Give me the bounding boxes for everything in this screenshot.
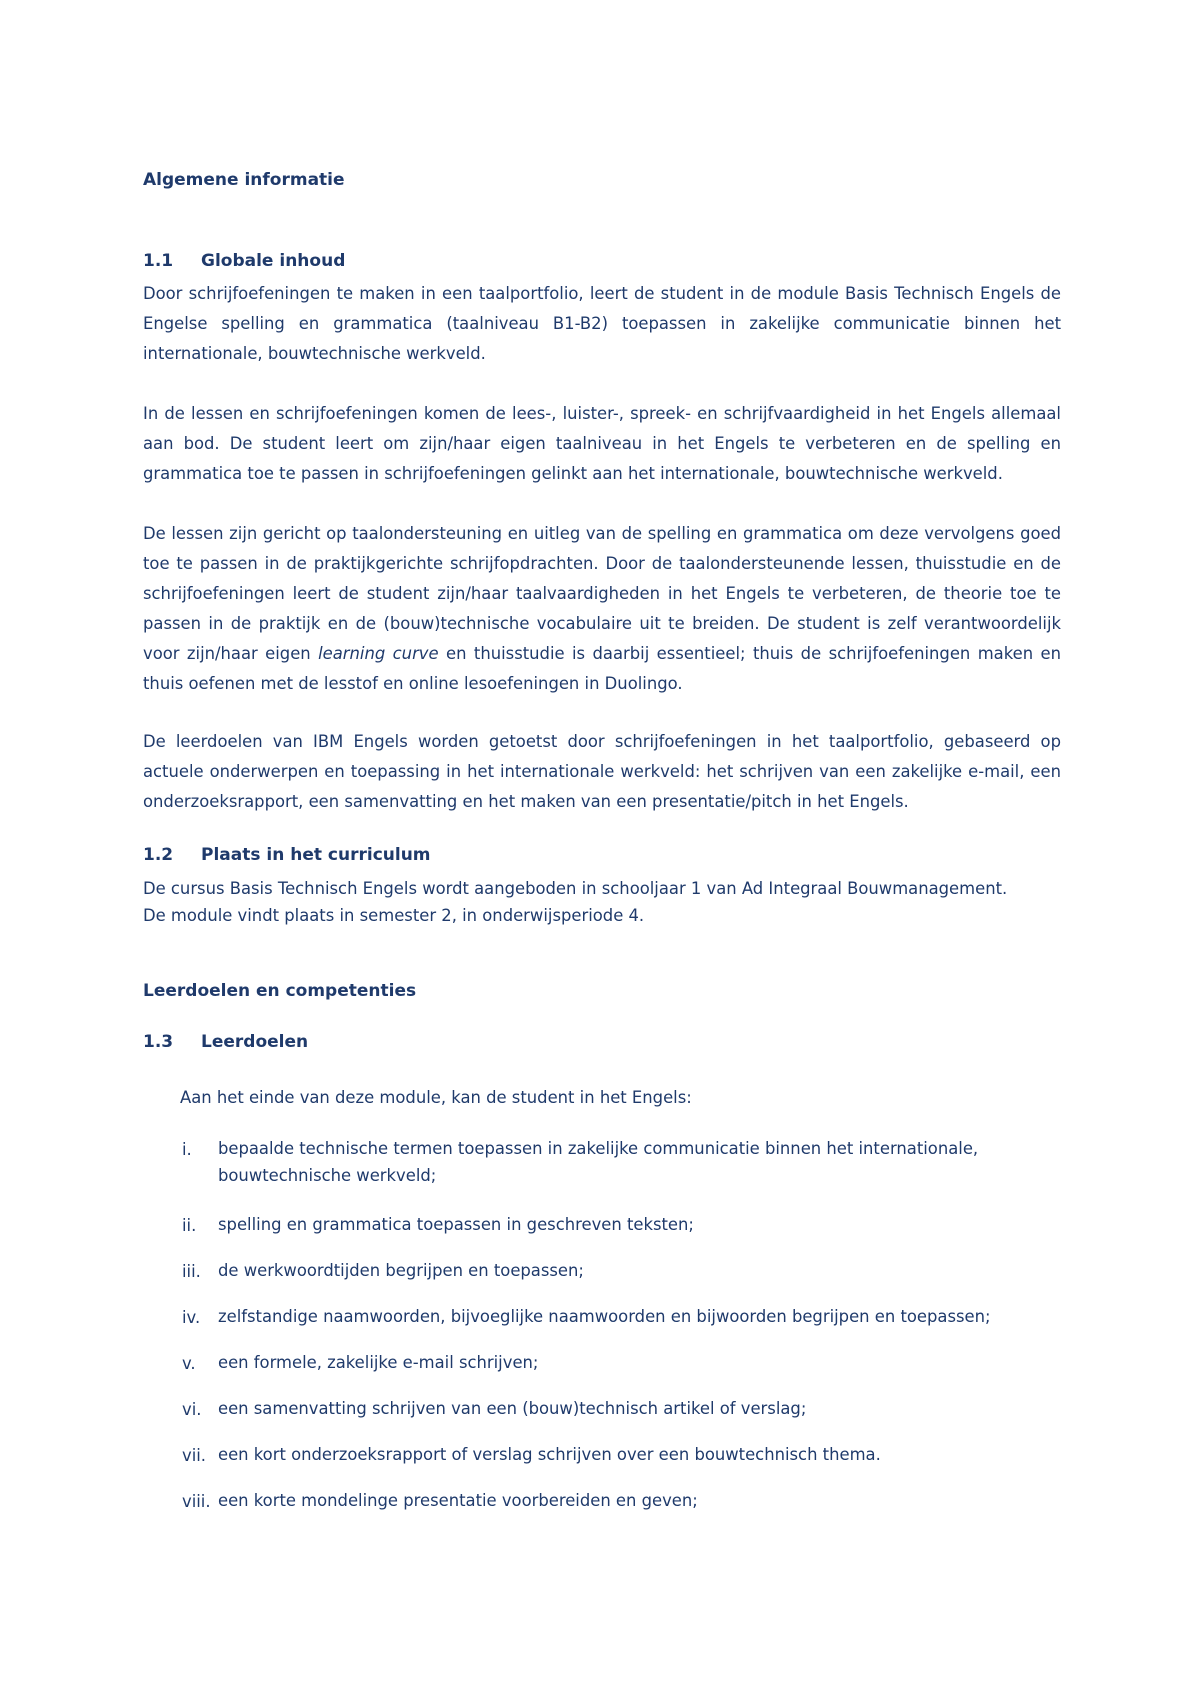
- section-heading-learning-goals: Leerdoelen en competenties: [143, 981, 417, 1001]
- list-item-number: iv.: [182, 1308, 201, 1327]
- paragraph-globale-inhoud-2: In de lessen en schrijfoefeningen komen de lees-, luister-, spreek- en schrijfvaardigheid in het Engels allemaal aan bod. De student leert om zijn/haar eigen taalniveau in het Engels te verbeteren en de spelling en grammatica toe te passen in schrijfoefeningen gelinkt aan het internationale, bouwtechnische werkveld.: [143, 404, 1061, 483]
- list-item-number: i.: [182, 1140, 192, 1159]
- list-item-text: spelling en grammatica toepassen in geschreven teksten;: [218, 1215, 694, 1234]
- paragraph-3-text-a: De lessen zijn gericht op taalondersteuning en uitleg van de spelling en grammatica om deze vervolgens goed toe te passen in de praktijkgerichte schrijfopdrachten. Door de taalondersteunende lessen, thuisstudie en de schrijfoefeningen leert de student zijn/haar taalvaardigheden in het Engels te verbeteren, de theorie toe te passen in de praktijk en de (bouw)technische vocabulaire uit te breiden. De student is zelf verantwoordelijk voor zijn/haar eigen: [143, 524, 1061, 663]
- list-item-number: iii.: [182, 1262, 201, 1281]
- list-item-number: vii.: [182, 1446, 207, 1465]
- subsection-title-plaats-curriculum: Plaats in het curriculum: [201, 845, 431, 865]
- curriculum-line-1: De cursus Basis Technisch Engels wordt aangeboden in schooljaar 1 van Ad Integraal Bouwmanagement.: [143, 879, 1008, 898]
- list-item-number: v.: [182, 1354, 196, 1373]
- list-item-text: een samenvatting schrijven van een (bouw)technisch artikel of verslag;: [218, 1399, 807, 1418]
- curriculum-line-2: De module vindt plaats in semester 2, in onderwijsperiode 4.: [143, 906, 645, 925]
- list-item-text: de werkwoordtijden begrijpen en toepassen;: [218, 1261, 584, 1280]
- section-heading-general-info: Algemene informatie: [143, 170, 345, 190]
- list-item-text: een kort onderzoeksrapport of verslag schrijven over een bouwtechnisch thema.: [218, 1445, 881, 1464]
- paragraph-globale-inhoud-3: [143, 519, 1061, 699]
- paragraph-globale-inhoud-4: De leerdoelen van IBM Engels worden getoetst door schrijfoefeningen in het taalportfolio, gebaseerd op actuele onderwerpen en toepassing in het internationale werkveld: het schrijven van een zakelijke e-mail, een onderzoeksrapport, een samenvatting en het maken van een presentatie/pitch in het Engels.: [143, 732, 1061, 811]
- paragraph-globale-inhoud-1: Door schrijfoefeningen te maken in een taalportfolio, leert de student in de module Basis Technisch Engels de Engelse spelling en grammatica (taalniveau B1-B2) toepassen in zakelijke communicatie binnen het internationale, bouwtechnische werkveld.: [143, 284, 1061, 363]
- list-item-text-continued: bouwtechnische werkveld;: [218, 1166, 437, 1185]
- paragraph-3-emphasis: learning curve: [318, 644, 439, 663]
- subsection-number-1-2: 1.2: [143, 845, 174, 865]
- learning-goals-intro: Aan het einde van deze module, kan de student in het Engels:: [180, 1088, 692, 1107]
- list-item-number: vi.: [182, 1400, 202, 1419]
- list-item-text: bepaalde technische termen toepassen in zakelijke communicatie binnen het internationale,: [218, 1139, 979, 1158]
- list-item-number: ii.: [182, 1216, 197, 1235]
- list-item-text: zelfstandige naamwoorden, bijvoeglijke naamwoorden en bijwoorden begrijpen en toepassen;: [218, 1307, 991, 1326]
- paragraph-3-text-b: en thuisstudie is daarbij essentieel; thuis de schrijfoefeningen maken en thuis oefenen met de lesstof en online lesoefeningen in Duolingo.: [143, 644, 1061, 693]
- list-item-number: viii.: [182, 1492, 211, 1511]
- list-item-text: een formele, zakelijke e-mail schrijven;: [218, 1353, 539, 1372]
- subsection-number-1-1: 1.1: [143, 251, 174, 271]
- subsection-number-1-3: 1.3: [143, 1032, 174, 1052]
- list-item-text: een korte mondelinge presentatie voorbereiden en geven;: [218, 1491, 698, 1510]
- subsection-title-globale-inhoud: Globale inhoud: [201, 251, 346, 271]
- subsection-title-leerdoelen: Leerdoelen: [201, 1032, 309, 1052]
